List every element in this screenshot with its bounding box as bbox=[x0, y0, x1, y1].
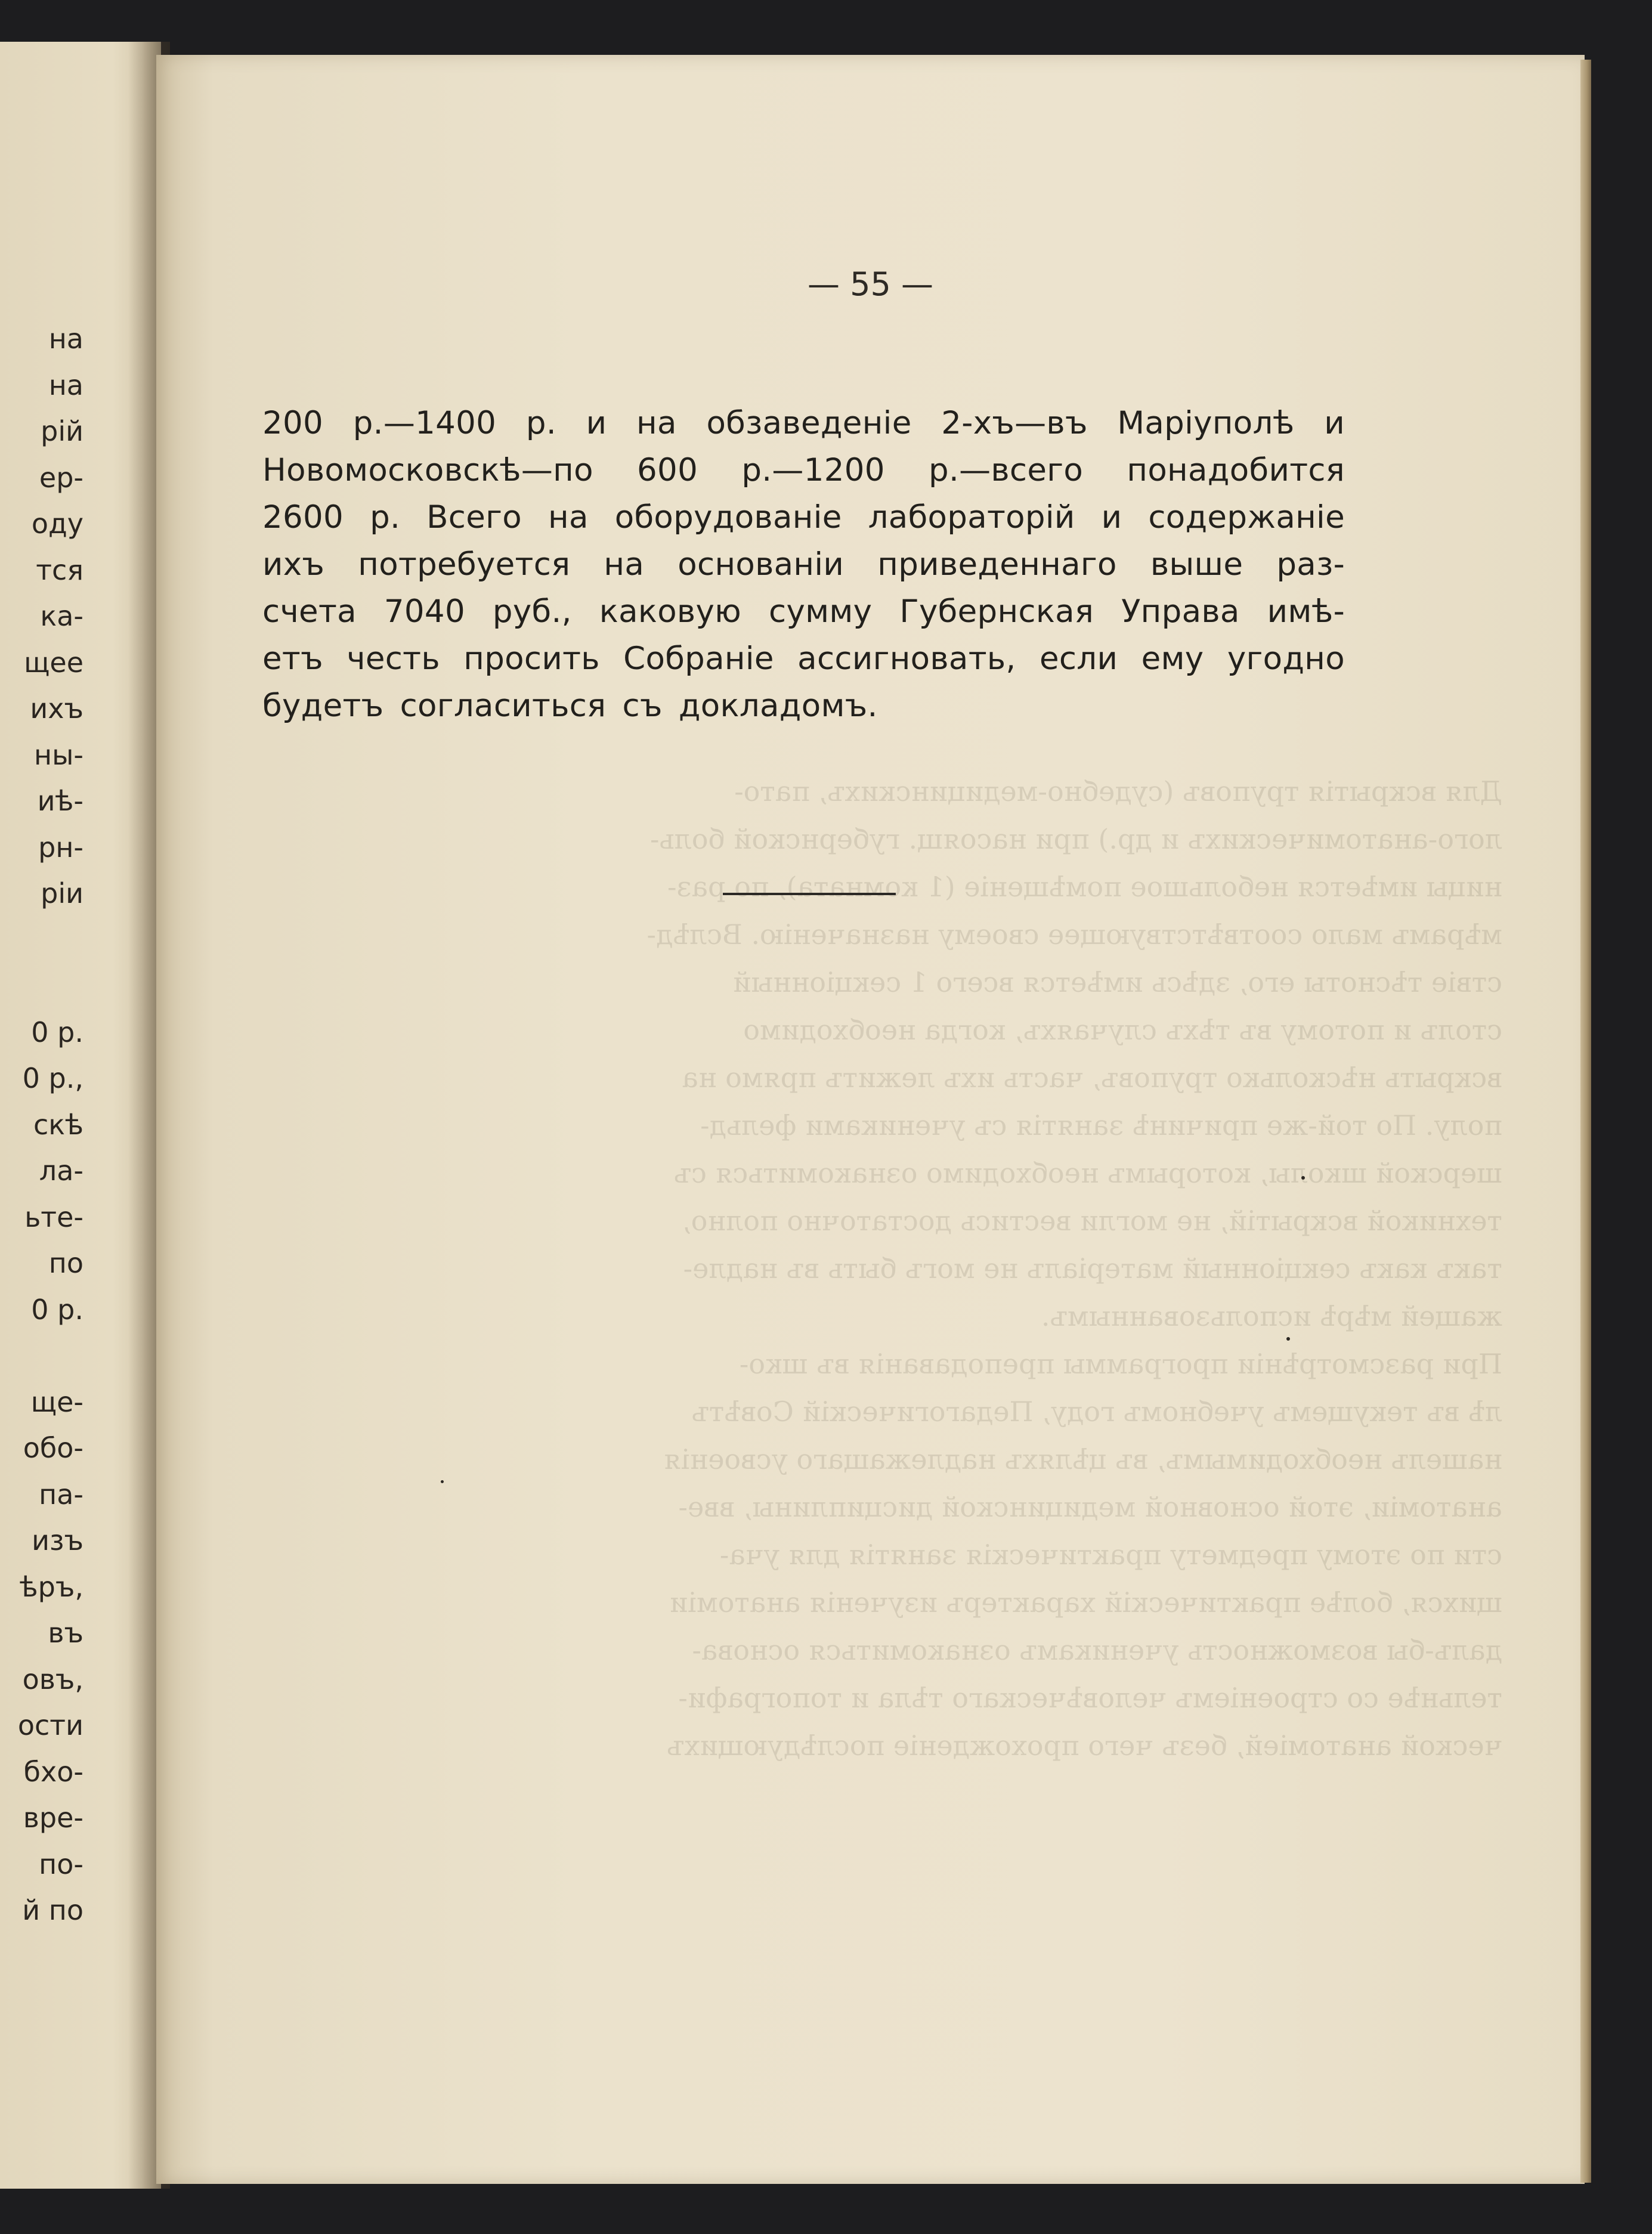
bleed-through-line: сти по этому предмету практическiя занятiя для уча- bbox=[719, 1539, 1502, 1571]
previous-page-line: бхо- bbox=[23, 1755, 83, 1788]
previous-page-line: на bbox=[48, 369, 83, 401]
text-line: Новомосковскѣ—по 600 р.—1200 р.—всего понадобится bbox=[262, 452, 1345, 488]
previous-page-line: оду bbox=[31, 508, 83, 540]
previous-page-line: изъ bbox=[32, 1524, 83, 1557]
previous-page-line: рiи bbox=[41, 877, 83, 909]
bleed-through-line: далъ-бы возможность ученикамъ ознакомиться основа- bbox=[692, 1634, 1502, 1666]
bleed-through-line: щихся, болѣе практическiй характеръ изученiя анатомiи bbox=[669, 1586, 1502, 1619]
previous-page-line: ьте- bbox=[24, 1200, 83, 1233]
paper-speck bbox=[1301, 1176, 1305, 1180]
previous-page-line: рiй bbox=[41, 415, 83, 447]
previous-page-line: ка- bbox=[40, 600, 83, 632]
bleed-through-line: тельнѣе со строенiемъ человѣческаго тѣла и топографи- bbox=[678, 1682, 1502, 1714]
previous-page-line: 0 р., bbox=[22, 1062, 83, 1094]
bleed-through-line: такъ какъ секцiонный матерiалъ не могъ быть въ надле- bbox=[683, 1252, 1502, 1285]
previous-page-line: щее bbox=[24, 646, 83, 679]
page-number: — 55 — bbox=[807, 265, 934, 303]
bleed-through-line: столъ и потому въ тѣхъ случаяхъ, когда необходимо bbox=[743, 1014, 1502, 1046]
bleed-through-line: При разсмотрѣнiи программы преподаванiя въ шко- bbox=[739, 1348, 1502, 1380]
previous-page-line: ости bbox=[17, 1709, 83, 1741]
bleed-through-line: ствiе тѣсноты его, здѣсь имѣется всего 1 секцiонный bbox=[732, 966, 1502, 998]
previous-page-line: ны- bbox=[34, 738, 83, 771]
previous-page-line: обо- bbox=[23, 1432, 83, 1464]
previous-page-line: иѣ- bbox=[37, 785, 83, 817]
text-line: счета 7040 руб., каковую сумму Губернская Управа имѣ- bbox=[262, 593, 1345, 630]
previous-page-line: ѣръ, bbox=[19, 1570, 83, 1603]
previous-page-line: й по bbox=[22, 1894, 83, 1926]
bleed-through-line: ческой анатомiей, безъ чего прохожденiе послѣдующихъ bbox=[666, 1729, 1502, 1762]
bleed-through-line: полу. По той-же причинѣ занятiя съ учениками фельд- bbox=[700, 1109, 1502, 1141]
previous-page-line: ла- bbox=[39, 1155, 83, 1187]
bleed-through-line: ницы имѣется небольшое помѣщенiе (1 комната), по раз- bbox=[667, 871, 1502, 903]
bleed-through-line: шерской школы, которымъ необходимо ознакомиться съ bbox=[673, 1157, 1502, 1189]
page-edge bbox=[1580, 60, 1591, 2183]
previous-page-line: въ bbox=[48, 1617, 83, 1649]
previous-page-line: ще- bbox=[30, 1385, 83, 1418]
bleed-through-line: вскрыть нѣсколько труповъ, часть ихъ лежитъ прямо на bbox=[682, 1062, 1502, 1094]
bleed-through-line: жащей мѣрѣ использованнымъ. bbox=[1041, 1300, 1502, 1332]
text-line: ихъ потребуется на основанiи приведеннаго выше раз- bbox=[262, 546, 1345, 583]
text-line: 2600 р. Всего на оборудованiе лабораторiй и содержанiе bbox=[262, 499, 1345, 536]
bleed-through-line: техникой вскрытiй, не могли вестись достаточно полно, bbox=[682, 1205, 1502, 1237]
text-line: 200 р.—1400 р. и на обзаведенiе 2-хъ—въ Марiуполѣ и bbox=[262, 405, 1345, 441]
previous-page-line: овъ, bbox=[22, 1663, 83, 1695]
previous-page-line: 0 р. bbox=[31, 1293, 83, 1326]
text-line: етъ честь просить Собранiе ассигновать, если ему угодно bbox=[262, 641, 1345, 677]
bleed-through-line: нашелъ необходимымъ, въ цѣляхъ надлежащаго усвоенiя bbox=[663, 1443, 1502, 1475]
paper-speck bbox=[1286, 1337, 1290, 1341]
bleed-through-line: анатомiи, этой основной медицинской дисциплины, вве- bbox=[678, 1491, 1502, 1523]
previous-page-line: ихъ bbox=[30, 692, 83, 725]
paper-speck bbox=[441, 1480, 444, 1483]
previous-page-line: рн- bbox=[38, 831, 83, 864]
bleed-through-line: лѣ въ текущемъ учебномъ году, Педагогическiй Совѣтъ bbox=[691, 1396, 1502, 1428]
text-line: будетъ согласиться съ докладомъ. bbox=[262, 688, 878, 724]
previous-page-line: по bbox=[48, 1247, 83, 1279]
previous-page-line: тся bbox=[36, 553, 83, 586]
section-divider bbox=[723, 893, 896, 895]
page-55 bbox=[156, 55, 1585, 2184]
previous-page-line: 0 р. bbox=[31, 1016, 83, 1048]
previous-page-line: скѣ bbox=[33, 1108, 83, 1141]
bleed-through-text bbox=[420, 768, 1502, 1769]
bleed-through-line: лого-анатомическихъ и др.) при насоящ. губернской боль- bbox=[649, 823, 1502, 855]
report-paragraph bbox=[262, 400, 1345, 729]
previous-page-line: вре- bbox=[23, 1802, 83, 1834]
bleed-through-line: мѣрамъ мало соотвѣтствующее своему назначенiю. Вслѣд- bbox=[646, 918, 1502, 951]
bleed-through-line: Для вскрытiя труповъ (судебно-медицинскихъ, пато- bbox=[734, 775, 1502, 807]
previous-page-line: ер- bbox=[39, 461, 83, 494]
previous-page-line: па- bbox=[39, 1478, 83, 1511]
previous-page-line: на bbox=[48, 323, 83, 355]
previous-page-line: по- bbox=[39, 1848, 83, 1880]
